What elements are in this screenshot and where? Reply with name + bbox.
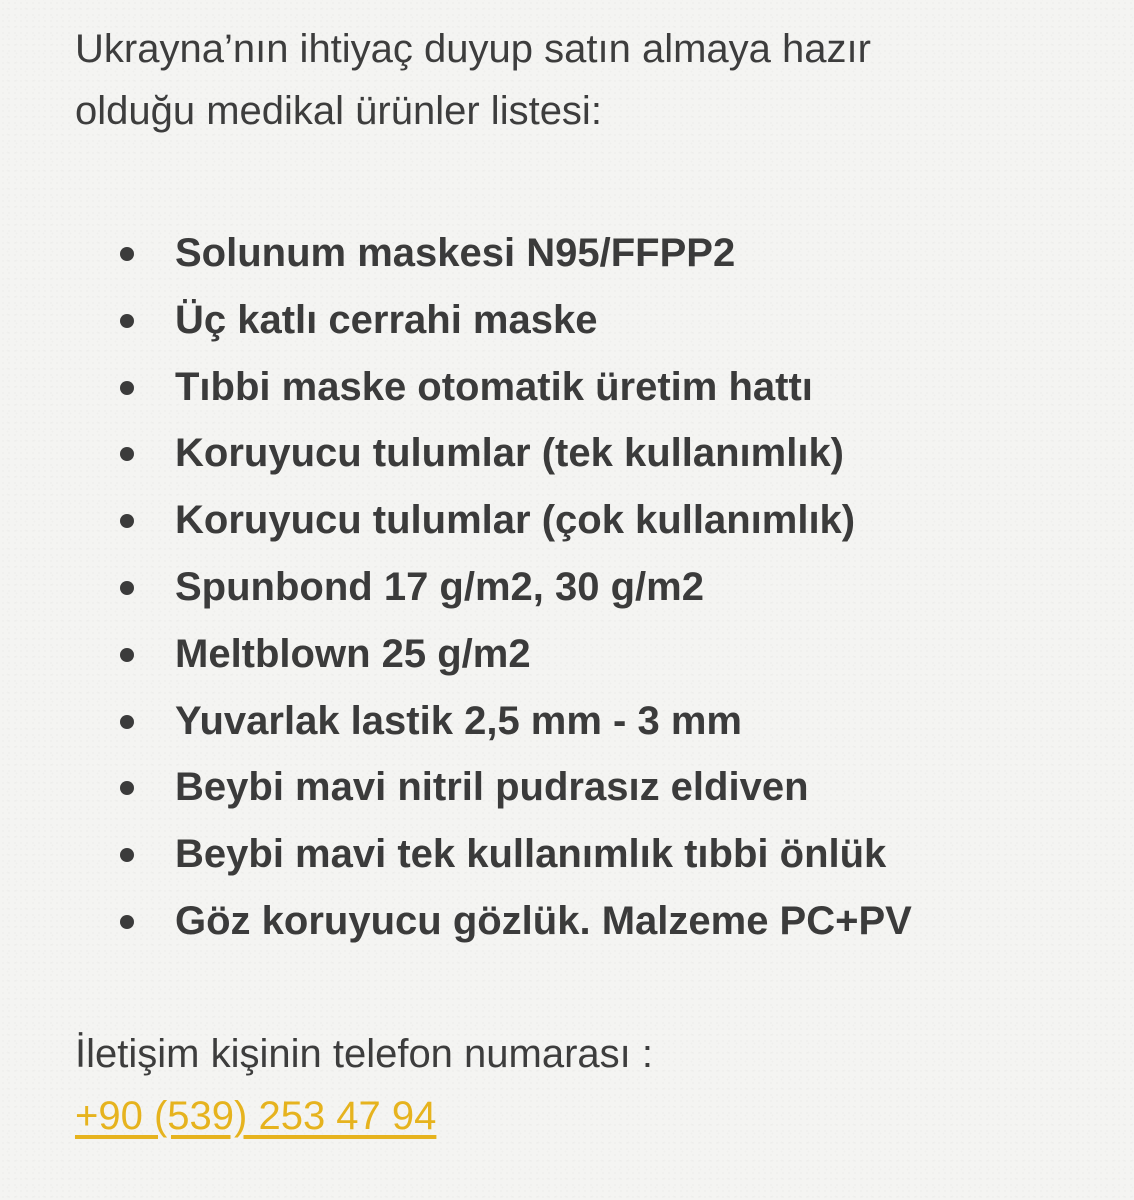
list-item (75, 354, 1095, 421)
list-item (75, 554, 1095, 621)
list-item-label: Koruyucu tulumlar (çok kullanımlık) (175, 498, 856, 543)
bullet-icon (120, 314, 134, 328)
bullet-icon (120, 915, 134, 929)
list-item (75, 487, 1095, 554)
list-item-label: Koruyucu tulumlar (tek kullanımlık) (175, 431, 845, 476)
list-item-label: Yuvarlak lastik 2,5 mm - 3 mm (175, 698, 742, 743)
list-item-label: Göz koruyucu gözlük. Malzeme PC+PV (175, 898, 912, 943)
note-body (75, 18, 1095, 1147)
list-item-label: Beybi mavi nitril pudrasız eldiven (175, 765, 809, 810)
bullet-icon (120, 848, 134, 862)
bullet-icon (120, 381, 134, 395)
bullet-icon (120, 514, 134, 528)
bullet-icon (120, 447, 134, 461)
list-item (75, 754, 1095, 821)
list-item (75, 688, 1095, 755)
contact-label: İletişim kişinin telefon numarası : (75, 1031, 654, 1076)
bullet-icon (120, 247, 134, 261)
list-item (75, 621, 1095, 688)
list-item (75, 287, 1095, 354)
bullet-icon (120, 781, 134, 795)
list-item-label: Spunbond 17 g/m2, 30 g/m2 (175, 564, 704, 609)
bullet-icon (120, 648, 134, 662)
bullet-icon (120, 581, 134, 595)
list-item (75, 888, 1095, 955)
list-item (75, 220, 1095, 287)
list-item-label: Meltblown 25 g/m2 (175, 631, 531, 676)
list-item (75, 420, 1095, 487)
list-item-label: Üç katlı cerrahi maske (175, 297, 598, 342)
list-item-label: Tıbbi maske otomatik üretim hattı (175, 364, 813, 409)
product-list (75, 220, 1095, 955)
bullet-icon (120, 715, 134, 729)
list-item-label: Solunum maskesi N95/FFPP2 (175, 231, 736, 275)
phone-link[interactable]: +90 (539) 253 47 94 (75, 1093, 437, 1138)
list-item (75, 821, 1095, 888)
intro-text: Ukrayna’nın ihtiyaç duyup satın almaya hazır olduğu medikal ürünler listesi: (75, 27, 871, 133)
list-item-label: Beybi mavi tek kullanımlık tıbbi önlük (175, 832, 887, 877)
